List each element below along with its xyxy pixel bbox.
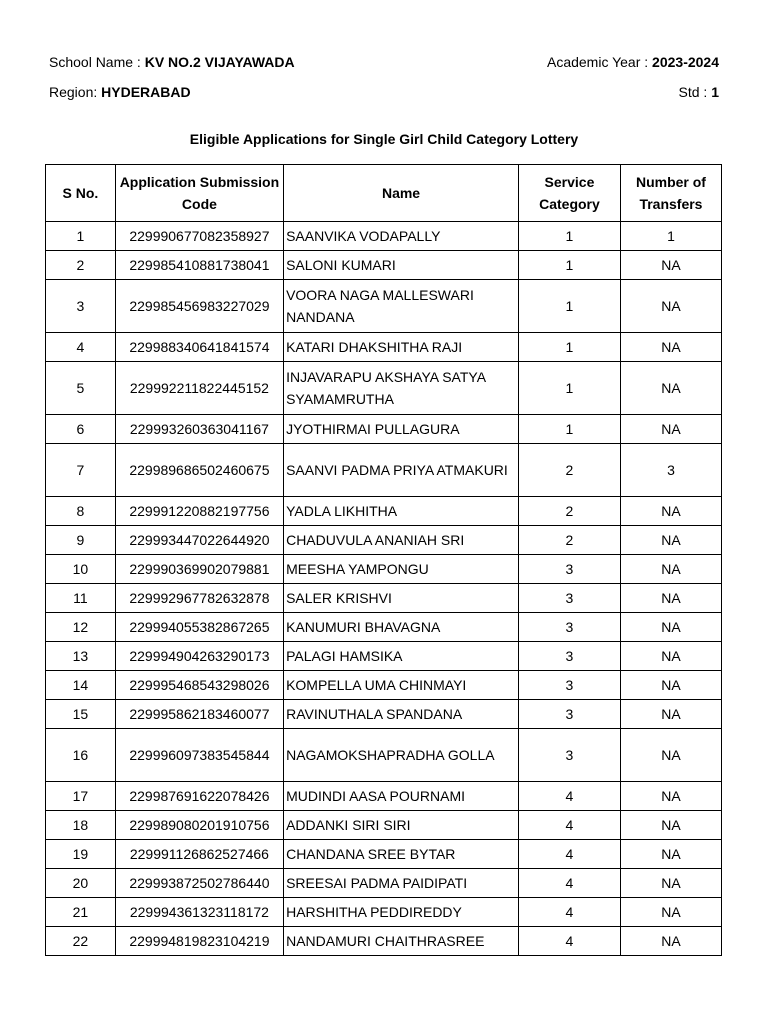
table-row [46, 782, 722, 811]
cell-sno: 4 [46, 333, 116, 362]
cell-sno: 9 [46, 526, 116, 555]
school-name-label: School Name : [49, 54, 145, 70]
cell-transfers: NA [620, 613, 721, 642]
cell-code: 229990369902079881 [115, 555, 283, 584]
cell-sno: 3 [46, 280, 116, 333]
table-row [46, 362, 722, 415]
cell-category: 4 [518, 869, 620, 898]
region [49, 84, 191, 100]
cell-code: 229992967782632878 [115, 584, 283, 613]
cell-code: 229994055382867265 [115, 613, 283, 642]
cell-sno: 17 [46, 782, 116, 811]
cell-transfers: NA [620, 555, 721, 584]
cell-category: 3 [518, 642, 620, 671]
cell-transfers: 3 [620, 444, 721, 497]
cell-sno: 14 [46, 671, 116, 700]
school-name-value: KV NO.2 VIJAYAWADA [144, 54, 295, 70]
cell-sno: 15 [46, 700, 116, 729]
region-value: HYDERABAD [101, 84, 191, 100]
cell-name: PALAGI HAMSIKA [284, 642, 519, 671]
cell-name: NANDAMURI CHAITHRASREE [284, 927, 519, 956]
cell-transfers: NA [620, 729, 721, 782]
cell-sno: 7 [46, 444, 116, 497]
cell-code: 229995862183460077 [115, 700, 283, 729]
cell-category: 3 [518, 700, 620, 729]
cell-sno: 22 [46, 927, 116, 956]
cell-category: 3 [518, 729, 620, 782]
col-header-transfers: Number of Transfers [620, 165, 721, 222]
table-row [46, 280, 722, 333]
cell-name: SAANVI PADMA PRIYA ATMAKURI [284, 444, 519, 497]
cell-sno: 5 [46, 362, 116, 415]
table-row [46, 584, 722, 613]
col-header-sno: S No. [46, 165, 116, 222]
cell-name: NAGAMOKSHAPRADHA GOLLA [284, 729, 519, 782]
cell-code: 229993447022644920 [115, 526, 283, 555]
cell-transfers: NA [620, 280, 721, 333]
cell-name: SALONI KUMARI [284, 251, 519, 280]
cell-name: JYOTHIRMAI PULLAGURA [284, 415, 519, 444]
table-row [46, 251, 722, 280]
cell-category: 1 [518, 222, 620, 251]
cell-category: 4 [518, 898, 620, 927]
table-row [46, 555, 722, 584]
cell-name: SALER KRISHVI [284, 584, 519, 613]
cell-code: 229991126862527466 [115, 840, 283, 869]
cell-transfers: NA [620, 362, 721, 415]
cell-transfers: NA [620, 700, 721, 729]
cell-name: SREESAI PADMA PAIDIPATI [284, 869, 519, 898]
cell-transfers: NA [620, 526, 721, 555]
cell-transfers: NA [620, 898, 721, 927]
cell-sno: 2 [46, 251, 116, 280]
cell-sno: 21 [46, 898, 116, 927]
table-row [46, 811, 722, 840]
table-row [46, 222, 722, 251]
cell-code: 229991220882197756 [115, 497, 283, 526]
header-row-school [49, 54, 719, 70]
cell-name: MEESHA YAMPONGU [284, 555, 519, 584]
cell-code: 229994904263290173 [115, 642, 283, 671]
cell-transfers: NA [620, 927, 721, 956]
table-row [46, 700, 722, 729]
table-row [46, 333, 722, 362]
cell-sno: 13 [46, 642, 116, 671]
cell-sno: 10 [46, 555, 116, 584]
std-value: 1 [711, 84, 719, 100]
cell-name: ADDANKI SIRI SIRI [284, 811, 519, 840]
std [679, 84, 719, 100]
cell-category: 1 [518, 280, 620, 333]
cell-sno: 1 [46, 222, 116, 251]
cell-sno: 18 [46, 811, 116, 840]
table-row [46, 671, 722, 700]
cell-sno: 20 [46, 869, 116, 898]
academic-year [547, 54, 719, 70]
table-header-row [46, 165, 722, 222]
cell-code: 229993872502786440 [115, 869, 283, 898]
cell-transfers: NA [620, 671, 721, 700]
cell-code: 229994819823104219 [115, 927, 283, 956]
table-row [46, 415, 722, 444]
cell-name: SAANVIKA VODAPALLY [284, 222, 519, 251]
table-row [46, 898, 722, 927]
table-body [46, 222, 722, 956]
cell-code: 229996097383545844 [115, 729, 283, 782]
cell-category: 2 [518, 497, 620, 526]
cell-category: 4 [518, 927, 620, 956]
cell-transfers: NA [620, 811, 721, 840]
page-title: Eligible Applications for Single Girl Child Category Lottery [189, 131, 579, 147]
table-row [46, 729, 722, 782]
cell-code: 229985456983227029 [115, 280, 283, 333]
table-row [46, 869, 722, 898]
cell-sno: 16 [46, 729, 116, 782]
cell-code: 229985410881738041 [115, 251, 283, 280]
cell-code: 229994361323118172 [115, 898, 283, 927]
cell-name: CHADUVULA ANANIAH SRI [284, 526, 519, 555]
cell-sno: 6 [46, 415, 116, 444]
cell-name: KATARI DHAKSHITHA RAJI [284, 333, 519, 362]
cell-name: RAVINUTHALA SPANDANA [284, 700, 519, 729]
cell-category: 4 [518, 811, 620, 840]
cell-transfers: NA [620, 840, 721, 869]
cell-transfers: NA [620, 584, 721, 613]
cell-transfers: NA [620, 642, 721, 671]
applications-table [45, 164, 722, 956]
table-row [46, 840, 722, 869]
cell-name: HARSHITHA PEDDIREDDY [284, 898, 519, 927]
cell-name: KANUMURI BHAVAGNA [284, 613, 519, 642]
cell-name: INJAVARAPU AKSHAYA SATYA SYAMAMRUTHA [284, 362, 519, 415]
cell-transfers: NA [620, 415, 721, 444]
header-row-region [49, 84, 719, 100]
cell-transfers: NA [620, 869, 721, 898]
cell-category: 1 [518, 333, 620, 362]
table-row [46, 526, 722, 555]
cell-category: 1 [518, 362, 620, 415]
table-row [46, 927, 722, 956]
cell-code: 229990677082358927 [115, 222, 283, 251]
cell-name: KOMPELLA UMA CHINMAYI [284, 671, 519, 700]
cell-category: 3 [518, 555, 620, 584]
cell-category: 4 [518, 840, 620, 869]
cell-transfers: NA [620, 782, 721, 811]
cell-sno: 19 [46, 840, 116, 869]
cell-category: 4 [518, 782, 620, 811]
cell-category: 3 [518, 613, 620, 642]
cell-category: 2 [518, 526, 620, 555]
cell-category: 1 [518, 251, 620, 280]
cell-name: YADLA LIKHITHA [284, 497, 519, 526]
cell-sno: 12 [46, 613, 116, 642]
cell-sno: 8 [46, 497, 116, 526]
col-header-name: Name [284, 165, 519, 222]
region-label: Region: [49, 84, 102, 100]
cell-category: 3 [518, 671, 620, 700]
cell-transfers: NA [620, 251, 721, 280]
cell-code: 229995468543298026 [115, 671, 283, 700]
table-row [46, 444, 722, 497]
table-row [46, 613, 722, 642]
cell-code: 229992211822445152 [115, 362, 283, 415]
academic-year-label: Academic Year : [546, 54, 653, 70]
std-label: Std : [678, 84, 712, 100]
school-name [49, 54, 295, 70]
cell-transfers: 1 [620, 222, 721, 251]
cell-code: 229987691622078426 [115, 782, 283, 811]
cell-category: 1 [518, 415, 620, 444]
cell-name: CHANDANA SREE BYTAR [284, 840, 519, 869]
cell-category: 3 [518, 584, 620, 613]
cell-name: VOORA NAGA MALLESWARI NANDANA [284, 280, 519, 333]
cell-name: MUDINDI AASA POURNAMI [284, 782, 519, 811]
cell-category: 2 [518, 444, 620, 497]
table-row [46, 497, 722, 526]
academic-year-value: 2023-2024 [652, 54, 719, 70]
cell-code: 229989080201910756 [115, 811, 283, 840]
cell-code: 229989686502460675 [115, 444, 283, 497]
cell-code: 229988340641841574 [115, 333, 283, 362]
cell-transfers: NA [620, 497, 721, 526]
table-row [46, 642, 722, 671]
cell-sno: 11 [46, 584, 116, 613]
col-header-code: Application Submission Code [115, 165, 283, 222]
cell-transfers: NA [620, 333, 721, 362]
col-header-category: Service Category [518, 165, 620, 222]
cell-code: 229993260363041167 [115, 415, 283, 444]
